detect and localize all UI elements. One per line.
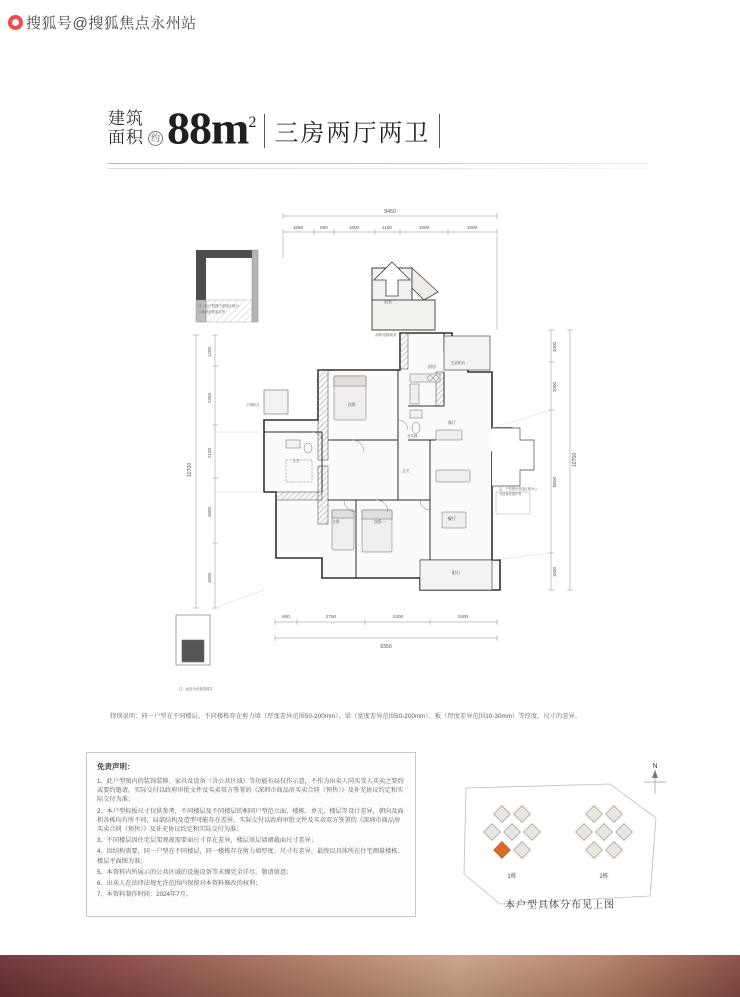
room-label-living: 客厅 [447,420,457,425]
dim-top-overall: 9450 [384,209,396,215]
svg-text:1200: 1200 [207,346,212,358]
dimension-right [548,330,573,590]
room-label-bedroom-2: 次卧 [348,402,356,407]
lower-pipe-shaft [176,615,210,665]
disclaimer-item: 6、出卖人在法律法规允许范围内保留对本资料修改的权利； [97,880,262,888]
watermark-text: 搜狐号@搜狐焦点永州站 [26,15,197,32]
floor-plan [150,195,610,705]
svg-text:6600: 6600 [552,476,557,488]
title-rule-secondary [108,168,648,169]
north-arrow [640,760,670,800]
annotation-pipe-2: 注：户型图中虚线区域为公 [499,487,538,491]
area-label [108,109,144,151]
key-plan-svg [460,778,660,908]
disclaimer-item: 4、因结构需要，同一户型在不同楼层，同一楼栋存在剪力墙厚度、尺寸有差异，最终以具体所在住宅测量楼栋、楼层平面图为准； [97,848,404,865]
site-boundary [464,784,656,904]
area-number: $88m^2$ [167,102,256,154]
room-label-service-balcony: 生活阳台 [450,361,466,365]
dim-left-overall: 10700 [187,462,193,478]
svg-text:1800: 1800 [466,225,478,230]
room-label-kitchen: 厨房 [428,364,436,369]
bottom-color-band-overlay [0,955,740,997]
disclaimer-item: 5、本资料内所展示的公共区域的设施设备等未臻完全详尽，敬请留意； [97,868,293,876]
svg-text:共设备管道井等: 共设备管道井等 [499,492,522,496]
svg-text:2600: 2600 [207,506,212,518]
title-rule [108,163,648,164]
area-label-line1: 建筑 [108,109,144,129]
building-2-label: 2栋 [599,874,609,880]
north-arrow-icon [640,760,670,796]
disclaimer-box [86,752,416,917]
annotation-pipe-1: 注：以户型图中虚线区域为 [198,304,239,308]
dimension-bottom [275,619,497,641]
room-label-bathroom: 卫生间 [406,434,418,438]
disclaimer-heading: 免责声明： [97,762,135,771]
room-label-entry-hall: 前室 [384,299,392,304]
svg-text:1800: 1800 [348,225,360,230]
floor-plan-svg [150,195,610,705]
svg-text:800: 800 [320,225,328,230]
svg-text:公共设备管道井等: 公共设备管道井等 [198,310,226,314]
svg-text:1800: 1800 [418,225,430,230]
key-plan [460,778,660,908]
svg-text:N: N [652,763,658,770]
svg-text:2750: 2750 [325,614,337,619]
svg-text:1650: 1650 [292,225,304,230]
ac-platform [264,390,288,414]
room-label-ac: 空调机位 [246,403,260,407]
svg-text:2000: 2000 [552,381,557,393]
room-label-foyer: 玄关 [402,469,410,473]
disclaimer-item: 3、不同楼层因住宅层架观视需要面尺寸存在差异，楼层基层墙裙截面尺寸差异； [97,837,318,845]
svg-text:2350: 2350 [207,392,212,404]
title-divider [264,114,265,148]
dimension-left [193,335,218,608]
layout-label: 三房两厅两卫 [274,121,431,148]
watermark [8,12,197,33]
disclaimer-item: 7、本资料制作时间：2024年7月。 [97,891,192,899]
annotation-fire-elevator: 消防电梯前室 [375,333,397,337]
dim-right-overall: 10700 [572,452,578,468]
disclaimer-item: 1、此户型图内的装饰装修、家具及设备（含公共区域）等功能布局仅作示意，不作为出卖人同买受人买卖之要约或要约邀请，实际交付以政府审批文件及买卖双方签署的《深圳市商品房买卖合同（预售）》及补充协议约定和实际交付为准； [97,778,404,804]
svg-text:800: 800 [282,614,290,619]
dim-bottom-overall: 9350 [380,644,392,650]
building-1 [484,806,541,859]
svg-text:2400: 2400 [392,614,404,619]
room-label-bedroom-1: 次卧一 [374,519,386,524]
svg-text:2100: 2100 [207,447,212,459]
sohu-logo-icon [8,15,23,30]
room-label-dining: 餐厅 [447,516,457,521]
annotation-pipe-3: 注：此处为设备管道井 [179,687,213,691]
svg-text:1600: 1600 [207,572,212,584]
room-label-master-bedroom: 主卧 [332,519,340,524]
title-divider-2 [439,114,440,148]
bay-window-structure [492,428,534,514]
building-1-label: 1栋 [507,874,517,880]
title-block [108,100,648,169]
svg-text:1000: 1000 [552,341,557,353]
room-label-balcony: 阳台 [451,570,461,575]
plan-note: 特别说明：同一户型在不同楼层，不同楼栋存在剪力墙（厚度差异范围50-200mm）、梁（宽度差异范围50-200mm）、板（厚度差异范围10-30mm）等厚度、尺寸的差异。 [110,713,582,720]
svg-text:2400: 2400 [457,614,469,619]
svg-text:1500: 1500 [552,566,557,578]
key-plan-caption: 本户型具体分布见上图 [505,900,615,911]
svg-text:1100: 1100 [382,225,392,230]
elevator-lobby [372,262,438,330]
approx-badge: 约 [148,131,163,146]
room-label-master-bath: 主卫 [292,459,300,463]
area-label-line2: 面积 [108,128,144,148]
disclaimer-item: 2、本户型标板尺寸仅供参考，不同楼层及不同楼层的相同户型范立面、楼栋、单元、楼层等设计差异，朝向及面积各栋均有所不同，局部结构及造型可能存在差异，实际交付以政府审批文件及买卖双方签署的《深圳市商品房买卖合同（预售）》及补充协议约定和实际交付为准； [97,807,404,834]
building-2 [576,806,633,859]
